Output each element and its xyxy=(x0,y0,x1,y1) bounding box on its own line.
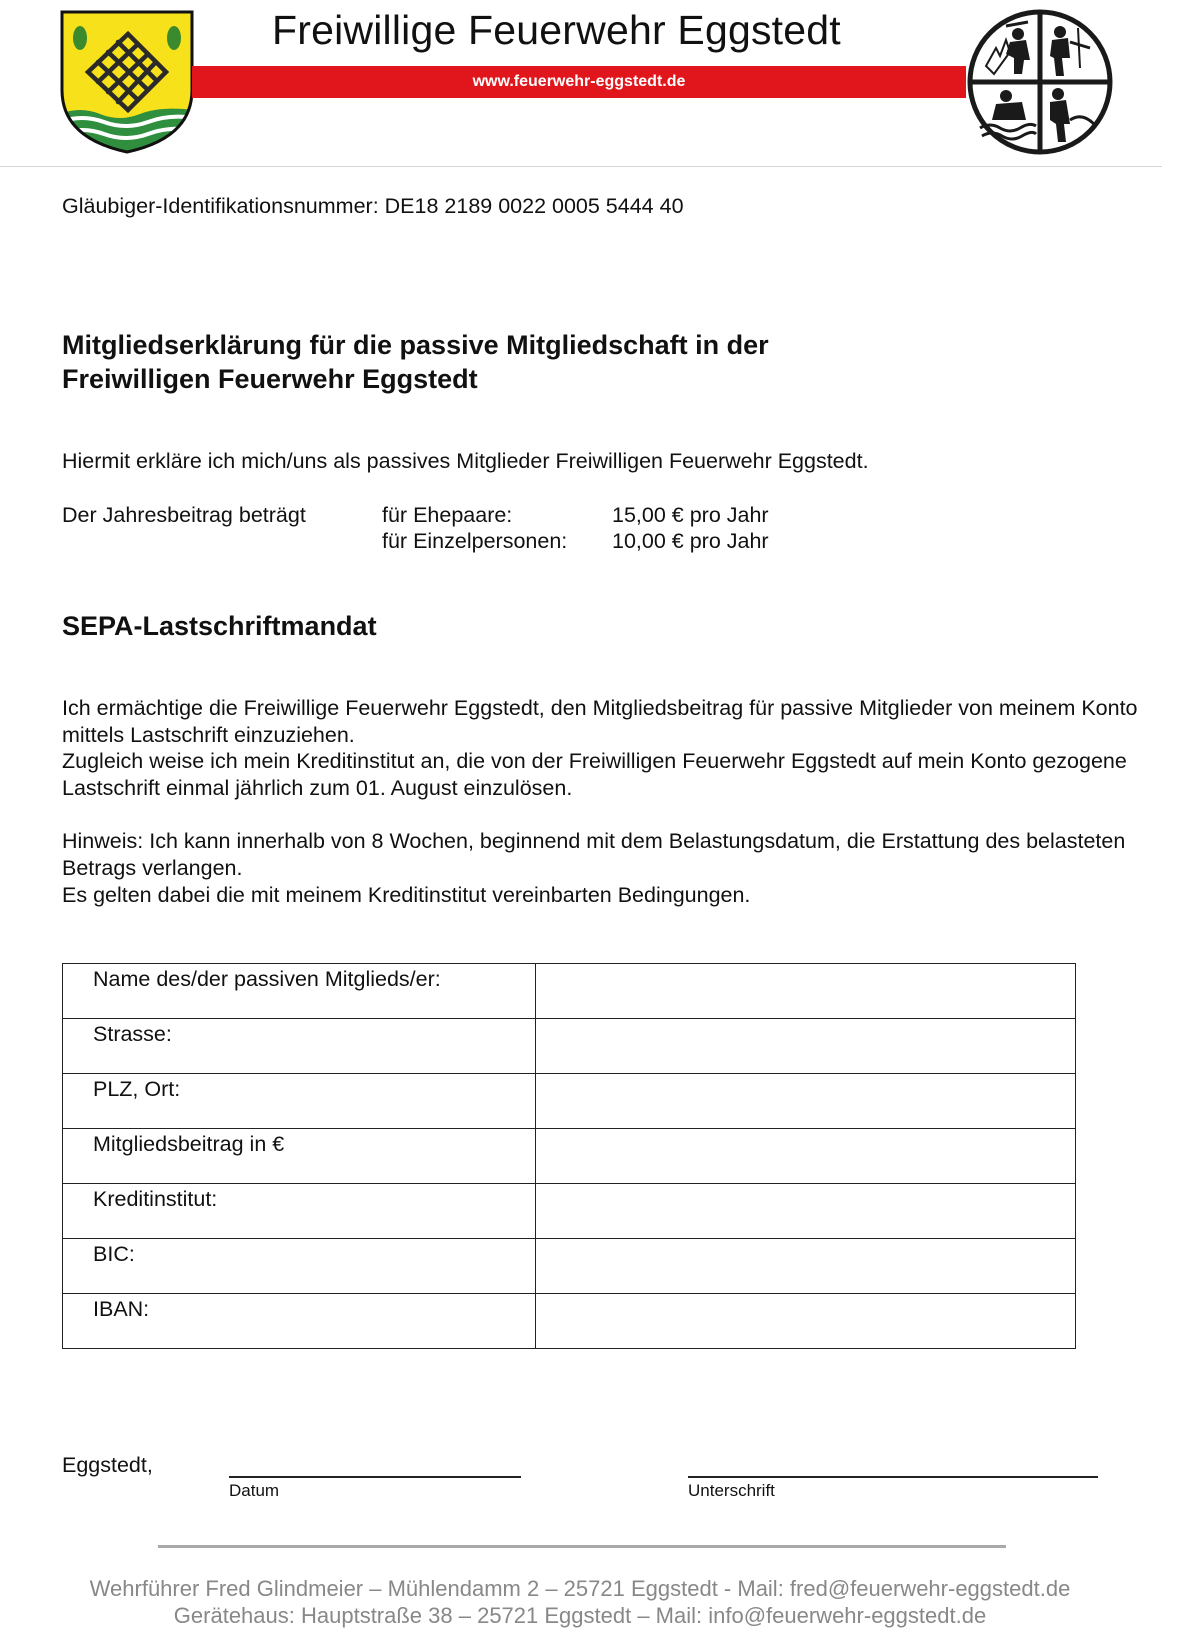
fee-label: Der Jahresbeitrag beträgt xyxy=(62,503,306,527)
mandate-paragraph-1: Ich ermächtige die Freiwillige Feuerwehr Eggstedt, den Mitgliedsbeitrag für passive Mitglieder von meinem Konto mittels Lastschrift einzuziehen. xyxy=(62,696,1138,747)
header-divider xyxy=(0,166,1162,167)
form-label-bic: BIC: xyxy=(63,1239,536,1294)
form-row-name xyxy=(63,964,1076,1019)
form-label-iban: IBAN: xyxy=(63,1294,536,1349)
date-label: Datum xyxy=(229,1481,280,1500)
website-link[interactable]: www.feuerwehr-eggstedt.de xyxy=(472,73,686,90)
municipal-coat-of-arms-icon xyxy=(60,10,194,154)
member-form-table xyxy=(62,963,1076,1349)
creditor-id: Gläubiger-Identifikationsnummer: DE18 2189 0022 0005 5444 40 xyxy=(62,194,684,218)
fee-amount-couples: 15,00 € pro Jahr xyxy=(612,503,769,527)
place-label: Eggstedt, xyxy=(62,1453,153,1477)
form-field-iban[interactable] xyxy=(535,1294,1075,1349)
footer-contact-chief: Wehrführer Fred Glindmeier – Mühlendamm 2 – 25721 Eggstedt - Mail: fred@feuerwehr-eggstedt.de xyxy=(89,1576,1071,1601)
form-field-name[interactable] xyxy=(535,964,1075,1019)
form-label-postcode-city: PLZ, Ort: xyxy=(63,1074,536,1129)
fee-category-couples: für Ehepaare: xyxy=(382,503,513,527)
form-field-street[interactable] xyxy=(535,1019,1075,1074)
document-title-line-2: Freiwilligen Feuerwehr Eggstedt xyxy=(62,364,478,394)
form-field-bank[interactable] xyxy=(535,1184,1075,1239)
organization-title: Freiwillige Feuerwehr Eggstedt xyxy=(272,7,841,53)
signature-label: Unterschrift xyxy=(688,1481,775,1500)
form-row-postcode-city xyxy=(63,1074,1076,1129)
form-field-postcode-city[interactable] xyxy=(535,1074,1075,1129)
fee-amount-individuals: 10,00 € pro Jahr xyxy=(612,529,769,553)
notice-paragraph-2: Es gelten dabei die mit meinem Kreditinstitut vereinbarten Bedingungen. xyxy=(62,883,751,907)
form-field-bic[interactable] xyxy=(535,1239,1075,1294)
notice-paragraph-1: Hinweis: Ich kann innerhalb von 8 Wochen, beginnend mit dem Belastungsdatum, die Erstattung des belasteten Betrags verlangen. xyxy=(62,829,1126,880)
form-row-fee xyxy=(63,1129,1076,1184)
form-field-fee[interactable] xyxy=(535,1129,1075,1184)
date-line[interactable] xyxy=(229,1476,521,1478)
document-title-line-1: Mitgliedserklärung für die passive Mitgliedschaft in der xyxy=(62,330,769,360)
form-row-bank xyxy=(63,1184,1076,1239)
document-title xyxy=(62,328,769,396)
form-label-bank: Kreditinstitut: xyxy=(63,1184,536,1239)
form-row-street xyxy=(63,1019,1076,1074)
intro-text: Hiermit erkläre ich mich/uns als passives Mitglieder Freiwilligen Feuerwehr Eggstedt. xyxy=(62,449,869,473)
form-row-bic xyxy=(63,1239,1076,1294)
mandate-paragraph-2: Zugleich weise ich mein Kreditinstitut an, die von der Freiwilligen Feuerwehr Eggstedt auf mein Konto gezogene Lastschrift einmal jährlich zum 01. August einzulösen. xyxy=(62,749,1127,800)
form-row-iban xyxy=(63,1294,1076,1349)
footer-contact-station: Gerätehaus: Hauptstraße 38 – 25721 Eggstedt – Mail: info@feuerwehr-eggstedt.de xyxy=(173,1603,987,1628)
sepa-title: SEPA-Lastschriftmandat xyxy=(62,611,377,641)
footer-divider xyxy=(158,1545,1006,1548)
signature-line[interactable] xyxy=(688,1476,1098,1478)
fee-category-individuals: für Einzelpersonen: xyxy=(382,529,568,553)
form-label-street: Strasse: xyxy=(63,1019,536,1074)
form-label-name: Name des/der passiven Mitglieds/er: xyxy=(63,964,536,1019)
fire-brigade-emblem-icon xyxy=(966,8,1114,156)
form-label-fee: Mitgliedsbeitrag in € xyxy=(63,1129,536,1184)
